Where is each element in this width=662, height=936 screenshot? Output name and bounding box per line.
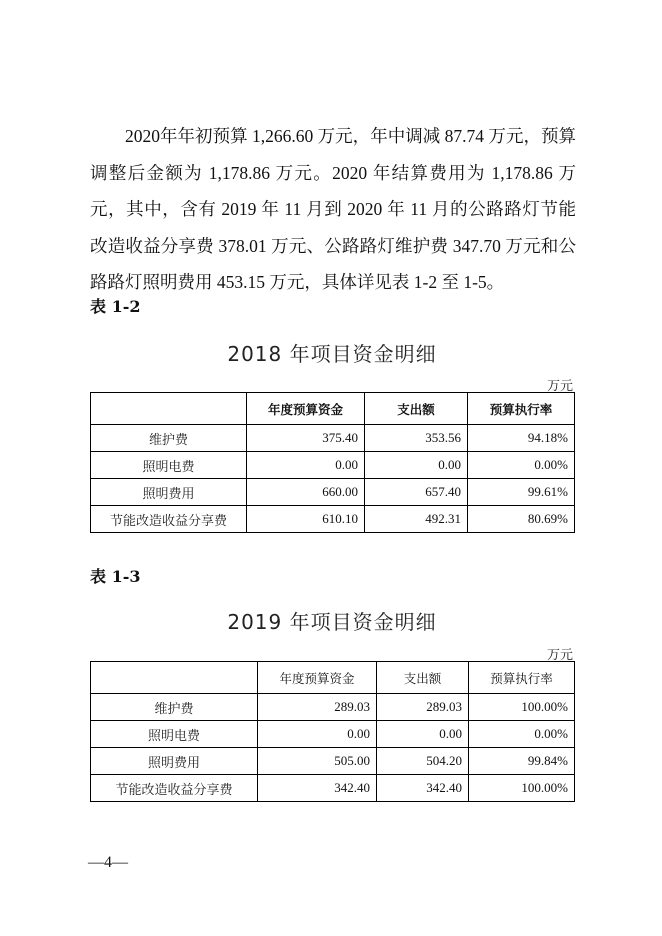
header-cell: 支出额 [377,662,469,694]
header-cell: 预算执行率 [469,662,575,694]
spent-cell: 342.40 [377,775,469,802]
rate-cell: 100.00% [469,775,575,802]
budget-cell: 0.00 [247,452,365,479]
unit-label: 万元 [546,378,573,393]
header-cell: 年度预算资金 [247,393,365,425]
header-cell: 年度预算资金 [258,662,377,694]
header-cell: 预算执行率 [468,393,575,425]
rate-cell: 0.00% [468,452,575,479]
table-row [91,479,575,506]
rate-cell: 80.69% [468,506,575,533]
table-row [91,452,575,479]
header-cell: 支出额 [365,393,468,425]
row-name: 照明费用 [91,479,247,506]
row-name: 节能改造收益分享费 [91,506,247,533]
header-cell [91,393,247,425]
page-number: —4— [88,854,128,871]
row-name: 照明电费 [91,452,247,479]
table-row [91,721,575,748]
row-name: 照明费用 [91,748,258,775]
rate-cell: 0.00% [469,721,575,748]
table-title: 2018 年项目资金明细 [227,342,437,366]
budget-cell: 505.00 [258,748,377,775]
rate-cell: 94.18% [468,425,575,452]
budget-cell: 0.00 [258,721,377,748]
funding-table-2018 [90,392,575,533]
spent-cell: 289.03 [377,694,469,721]
budget-cell: 610.10 [247,506,365,533]
table-label: 表 1-3 [90,567,141,586]
budget-cell: 660.00 [247,479,365,506]
budget-cell: 375.40 [247,425,365,452]
row-name: 维护费 [91,694,258,721]
spent-cell: 353.56 [365,425,468,452]
rate-cell: 99.84% [469,748,575,775]
table-header-row [91,393,575,425]
header-cell [91,662,258,694]
funding-table-2019 [90,661,575,802]
spent-cell: 0.00 [365,452,468,479]
budget-cell: 342.40 [258,775,377,802]
table-label: 表 1-2 [90,297,141,316]
budget-cell: 289.03 [258,694,377,721]
row-name: 照明电费 [91,721,258,748]
table-row [91,425,575,452]
rate-cell: 100.00% [469,694,575,721]
spent-cell: 492.31 [365,506,468,533]
table-row [91,775,575,802]
table-row [91,748,575,775]
spent-cell: 504.20 [377,748,469,775]
table-header-row [91,662,575,694]
spent-cell: 657.40 [365,479,468,506]
rate-cell: 99.61% [468,479,575,506]
table-title: 2019 年项目资金明细 [227,610,437,634]
unit-label: 万元 [546,647,573,662]
row-name: 节能改造收益分享费 [91,775,258,802]
spent-cell: 0.00 [377,721,469,748]
table-row [91,694,575,721]
row-name: 维护费 [91,425,247,452]
table-row [91,506,575,533]
intro-paragraph: 2020年年初预算 1,266.60 万元，年中调减 87.74 万元，预算调整后金额为 1,178.86 万元。2020 年结算费用为 1,178.86 万元，其中，含有 2019 年 11 月到 2020 年 11 月的公路路灯节能改造收益分享费 378.01 万元、公路路灯维护费 347.70 万元和公路路灯照明费用 453.15 万元，具体详见表 1-2 至 1-5。 [90,126,576,292]
